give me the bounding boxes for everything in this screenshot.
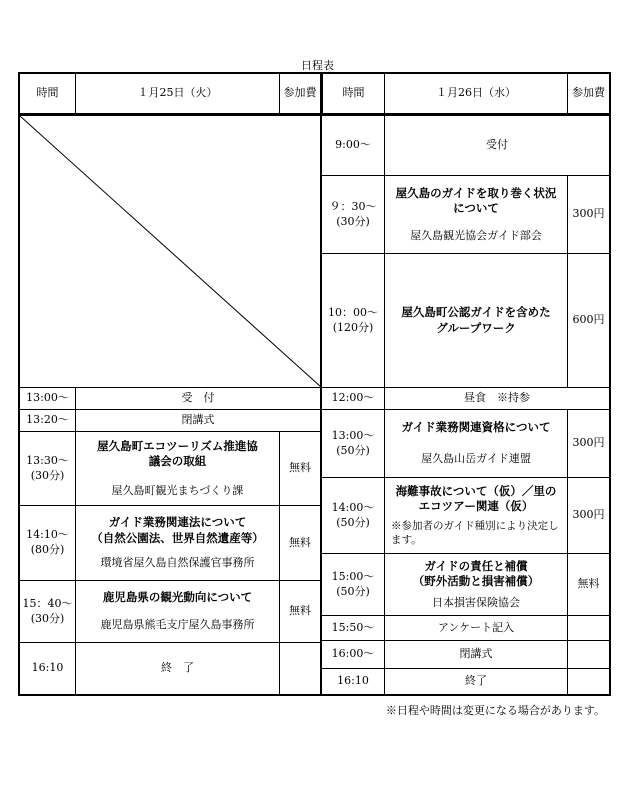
day1-opening-time: 13:20～ bbox=[20, 410, 76, 432]
header-time-left: 時間 bbox=[20, 74, 76, 114]
day1-session1-fee: 無料 bbox=[280, 432, 320, 506]
day1-session3-fee: 無料 bbox=[280, 581, 320, 643]
header-date-left: １月25日（火） bbox=[76, 74, 280, 114]
duration-text: (30分) bbox=[30, 468, 65, 482]
day1-opening-label: 閉講式 bbox=[76, 410, 320, 432]
day2-reception-time: 9:00～ bbox=[322, 116, 385, 176]
footnote: ※日程や時間は変更になる場合があります。 bbox=[385, 704, 605, 717]
day1-session2-fee: 無料 bbox=[280, 506, 320, 581]
duration-text: (30分) bbox=[336, 214, 370, 228]
day2-session3-content bbox=[385, 410, 568, 478]
day1-end-label: 終 了 bbox=[76, 643, 280, 694]
day2-end-fee bbox=[568, 669, 609, 694]
time-text: 10：00～ bbox=[328, 305, 378, 319]
duration-text: (50分) bbox=[336, 515, 370, 529]
time-text: ９：30～ bbox=[329, 199, 377, 213]
header-date-right: １月26日（水） bbox=[385, 74, 568, 114]
session-presenter: 屋久島町観光まちづくり課 bbox=[111, 483, 244, 497]
day2-survey-label: アンケート記入 bbox=[385, 616, 568, 641]
day2-session5-time bbox=[322, 554, 385, 616]
session-title: 屋久島のガイドを取り巻く状況について bbox=[395, 185, 557, 216]
day2-closing-time: 16:00～ bbox=[322, 641, 385, 669]
session-title: 鹿児島県の観光動向について bbox=[102, 590, 253, 605]
day2-closing-fee bbox=[568, 641, 609, 669]
day1-session3-time bbox=[20, 581, 76, 643]
time-text: 15：40～ bbox=[22, 596, 73, 610]
day2-closing-label: 閉講式 bbox=[385, 641, 568, 669]
day1-reception-time: 13:00～ bbox=[20, 388, 76, 410]
day2-session3-fee: 300円 bbox=[568, 410, 609, 478]
duration-text: (80分) bbox=[30, 543, 65, 556]
day2-session1-time bbox=[322, 176, 385, 254]
day2-session5-fee: 無料 bbox=[568, 554, 609, 616]
day2-lunch-label: 昼食 ※持参 bbox=[385, 388, 609, 410]
day2-session5-content bbox=[385, 554, 568, 616]
session-title: ガイドの責任と補償 bbox=[424, 558, 528, 573]
day2-session4-content bbox=[385, 478, 568, 554]
session-title: ガイド業務関連法について bbox=[108, 515, 247, 530]
session-title-sub: （野外活動と損害補償） bbox=[412, 574, 540, 589]
session-note: ※参加者のガイド種別により決定します。 bbox=[391, 519, 559, 547]
session-presenter: 鹿児島県熊毛支庁屋久島事務所 bbox=[100, 617, 255, 631]
session-presenter: 環境省屋久島自然保護官事務所 bbox=[100, 556, 255, 570]
day1-session1-content bbox=[76, 432, 280, 506]
day2-session1-content bbox=[385, 176, 568, 254]
day2-end-time: 16:10 bbox=[322, 669, 385, 694]
time-text: 13:00～ bbox=[331, 428, 375, 442]
day1-session2-time bbox=[20, 506, 76, 581]
day1-reception-label: 受 付 bbox=[76, 388, 320, 410]
session-title: 海難事故について（仮）／里のエコツアー関連（仮） bbox=[395, 483, 557, 514]
duration-text: (120分) bbox=[332, 320, 374, 334]
day2-end-label: 終了 bbox=[385, 669, 568, 694]
day2-survey-fee bbox=[568, 616, 609, 641]
session-presenter: 日本損害保険協会 bbox=[432, 595, 520, 609]
header-fee-right: 参加費 bbox=[568, 74, 609, 114]
day2-reception-label: 受付 bbox=[385, 116, 609, 176]
time-text: 15:00～ bbox=[331, 569, 375, 583]
day1-session2-content bbox=[76, 506, 280, 581]
header-fee-left: 参加費 bbox=[280, 74, 321, 114]
day2-session3-time bbox=[322, 410, 385, 478]
session-presenter: 屋久島観光協会ガイド部会 bbox=[410, 228, 542, 242]
session-presenter: 屋久島山岳ガイド連盟 bbox=[421, 451, 531, 465]
day1-end-time: 16:10 bbox=[20, 643, 76, 694]
time-text: 14:00～ bbox=[331, 500, 375, 514]
day2-session2-content bbox=[385, 254, 568, 388]
day2-session4-time bbox=[322, 478, 385, 554]
duration-text: (30分) bbox=[30, 611, 65, 625]
day1-session1-time bbox=[20, 432, 76, 506]
day1-session3-content bbox=[76, 581, 280, 643]
day2-session1-fee: 300円 bbox=[568, 176, 609, 254]
day2-survey-time: 15:50～ bbox=[322, 616, 385, 641]
time-text: 13:30～ bbox=[26, 453, 69, 467]
day2-session2-fee: 600円 bbox=[568, 254, 609, 388]
time-text: 14:10～ bbox=[26, 528, 69, 542]
session-title: ガイド業務関連資格について bbox=[401, 420, 551, 435]
session-title: 屋久島町エコツーリズム推進協議会の取組 bbox=[97, 438, 258, 469]
schedule-caption: 日程表 bbox=[301, 59, 334, 72]
header-time-right: 時間 bbox=[321, 74, 385, 114]
day2-lunch-time: 12:00～ bbox=[322, 388, 385, 410]
session-title: 屋久島町公認ガイドを含めたグループワーク bbox=[401, 304, 551, 335]
session-title-sub: （自然公園法、世界自然遺産等） bbox=[91, 530, 264, 545]
duration-text: (50分) bbox=[336, 443, 370, 457]
day2-session4-fee: 300円 bbox=[568, 478, 609, 554]
schedule-table bbox=[18, 72, 611, 696]
duration-text: (50分) bbox=[336, 584, 370, 598]
day2-session2-time bbox=[322, 254, 385, 388]
